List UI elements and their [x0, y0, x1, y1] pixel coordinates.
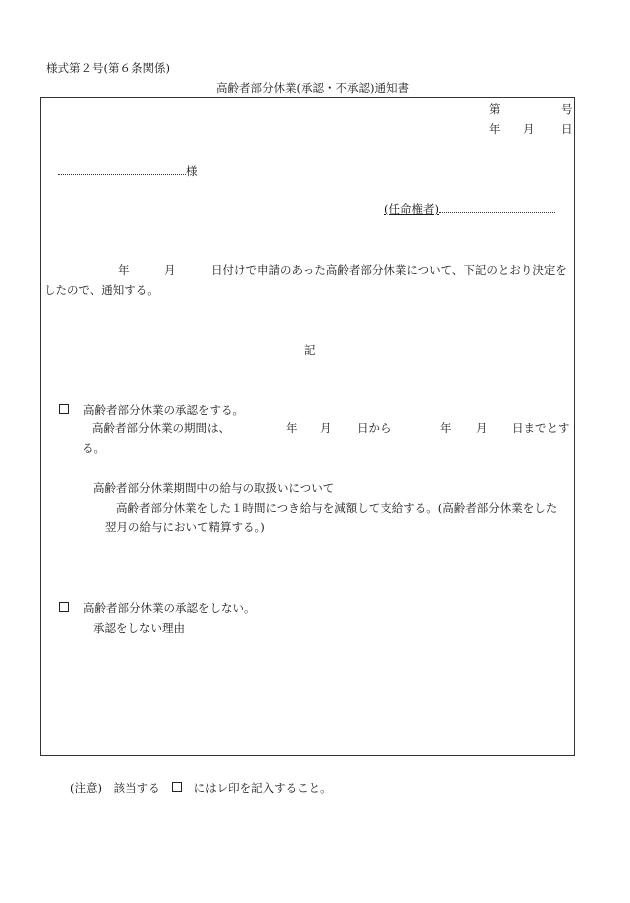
date-year: 年 — [489, 122, 501, 136]
from-day: 日から — [357, 421, 392, 435]
recipient-honorific: 様 — [186, 164, 198, 178]
body-month: 月 — [164, 263, 176, 277]
ki-heading: 記 — [304, 343, 316, 357]
appointer-line[interactable] — [384, 200, 555, 217]
doc-number-go: 号 — [561, 102, 573, 116]
approve-checkbox[interactable] — [59, 404, 69, 414]
from-year: 年 — [286, 421, 298, 435]
note-checkbox-sample — [172, 782, 182, 792]
note — [70, 780, 332, 796]
body-year: 年 — [118, 263, 130, 277]
doc-number-dai: 第 — [489, 102, 501, 116]
deny-checkbox[interactable] — [59, 602, 69, 612]
to-day: 日までとす — [512, 421, 570, 435]
deny-heading: 高齢者部分休業の承認をしない。 — [83, 601, 256, 615]
deny-reason-label: 承認をしない理由 — [93, 621, 185, 635]
date-day: 日 — [561, 122, 573, 136]
period-label: 高齢者部分休業の期間は、 — [92, 421, 230, 435]
salary-line1: 高齢者部分休業をした１時間につき給与を減額して支給する。(高齢者部分休業をした — [116, 501, 558, 515]
recipient-line[interactable] — [58, 162, 198, 179]
appointer-label: (任命権者) — [384, 202, 439, 216]
date-month: 月 — [523, 122, 535, 136]
from-month: 月 — [320, 421, 332, 435]
note-label: (注意) — [70, 781, 102, 795]
approve-option[interactable] — [59, 402, 244, 418]
salary-heading: 高齢者部分休業期間中の給与の取扱いについて — [93, 481, 335, 495]
form-number: 様式第２号(第６条関係) — [46, 61, 170, 75]
note-suffix: にはレ印を記入すること。 — [193, 781, 332, 795]
body-line2: したので、通知する。 — [44, 283, 159, 297]
to-year: 年 — [440, 421, 452, 435]
body-line1: 日付けで申請のあった高齢者部分休業について、下記のとおり決定を — [211, 263, 567, 277]
approve-heading: 高齢者部分休業の承認をする。 — [83, 403, 244, 417]
document-title: 高齢者部分休業(承認・不承認)通知書 — [216, 81, 409, 95]
period-end: る。 — [82, 441, 105, 455]
deny-option[interactable] — [59, 600, 256, 616]
to-month: 月 — [476, 421, 488, 435]
note-prefix: 該当する — [113, 781, 160, 795]
salary-line2: 翌月の給与において精算する。) — [105, 520, 265, 534]
